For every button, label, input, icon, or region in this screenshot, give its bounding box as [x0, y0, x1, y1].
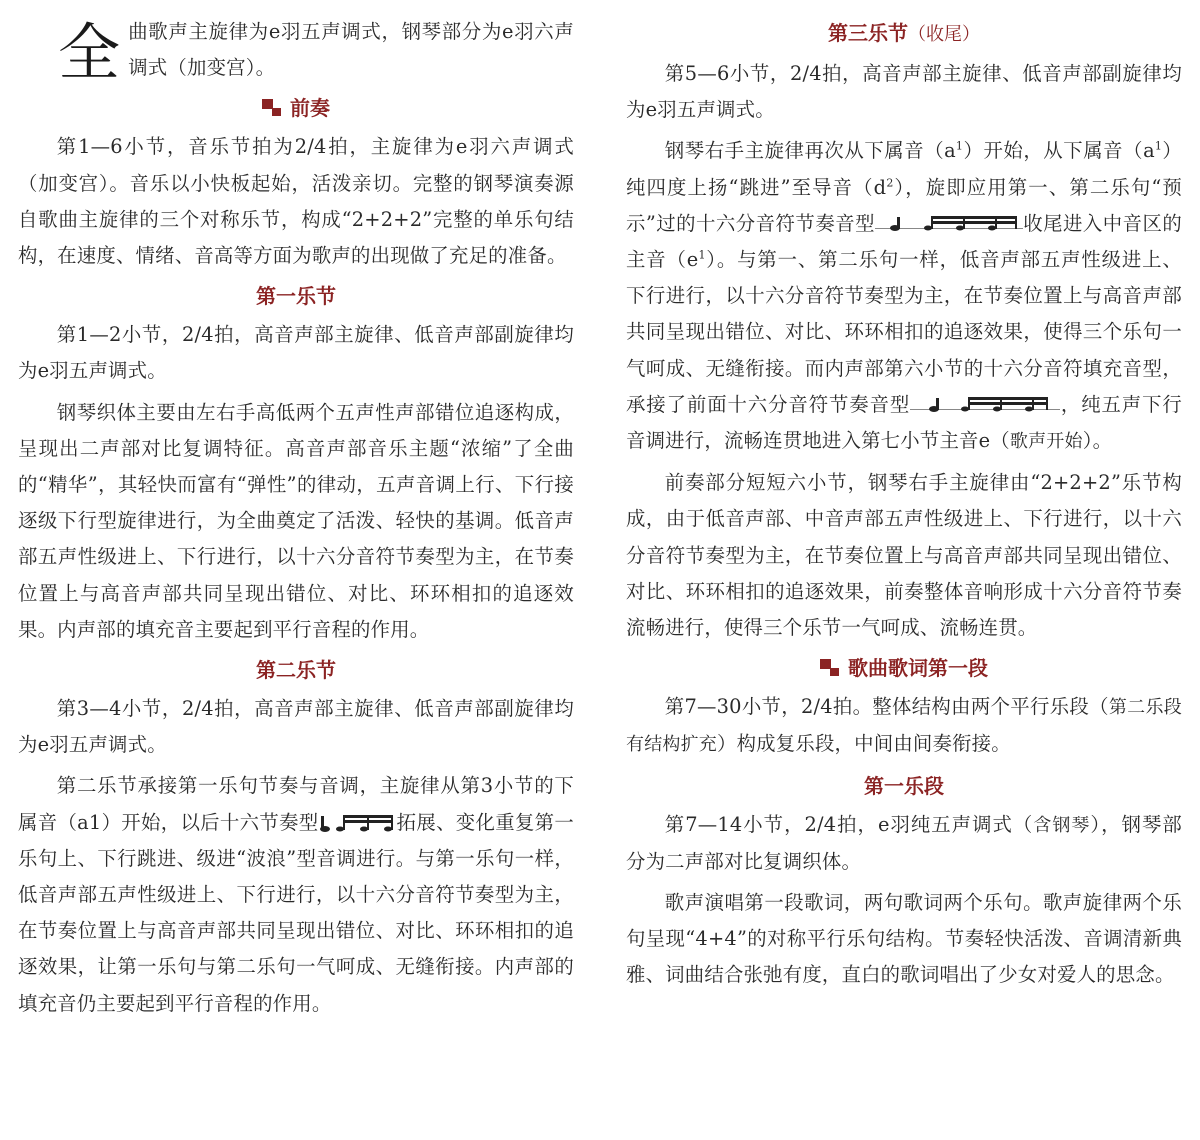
section-heading-period-1: 第一乐段 — [864, 773, 944, 798]
lyrics-text-b: ）构成复乐段，中间由间奏衔接。 — [717, 732, 1011, 756]
phrase2-paragraph-2 — [18, 768, 574, 1021]
phrase3-paragraph-2 — [626, 133, 1182, 460]
rhythm-notation-icon — [910, 394, 1060, 414]
p2-text-e: 收尾进入中音区的主音（e — [626, 211, 1182, 272]
p2-text-b: ）开始，从下属音（a — [963, 139, 1155, 163]
lyrics-text-a: 第7—30小节，2/4拍。整体结构由两个平行乐段（ — [664, 695, 1109, 719]
section-heading-phrase-3-text: 第三乐节 — [828, 21, 908, 45]
lyrics-text-note: 第二乐段有结构扩充 — [626, 697, 1182, 756]
intro-paragraph — [18, 14, 574, 89]
p2-superscript-4: 1 — [698, 248, 706, 262]
p2-text-c: ）纯四度上扬“跳进”至导音（d — [626, 139, 1183, 199]
phrase3-paragraph-3: 前奏部分短短六小节，钢琴右手主旋律由“2+2+2”乐节构成，由于低音声部、中音声部五声性级进上、下行进行，以十六分音符节奏型为主，在节奏位置上与高音声部共同呈现出错位、对比、环环相扣的追逐效果，前奏整体音响形成十六分音符节奏流畅进行，使得三个乐节一气呵成、流畅连贯。 — [626, 471, 1182, 640]
section-heading-prelude — [18, 91, 574, 125]
p2-text-g: ，纯五声下行音调进行，流畅连贯地进入第七小节主音e（ — [626, 392, 1182, 453]
drop-cap: 全 — [58, 16, 121, 89]
section-heading-phrase-3-note: （收尾） — [908, 24, 980, 45]
right-column — [626, 14, 1182, 999]
lyrics-paragraph-1 — [626, 689, 1182, 763]
section-square-icon — [262, 99, 282, 117]
period1-paragraph-1 — [626, 807, 1182, 880]
p2-superscript-3: 2 — [886, 176, 894, 190]
section-square-icon — [820, 659, 840, 677]
phrase2-text-a: 第二乐节承接第一乐句节奏与音调，主旋律从第3小节的下属音（a1）开始，以后十六节奏型 — [18, 774, 574, 834]
p2-text-h: ）。 — [1082, 429, 1113, 453]
p2-text-d: ），旋即应用第一、第二乐句“预示”过的十六分音符节奏音型 — [626, 175, 1182, 235]
section-heading-phrase-2: 第二乐节 — [256, 658, 336, 683]
phrase1-paragraph-2: 钢琴织体主要由左右手高低两个五声性声部错位追逐构成，呈现出二声部对比复调特征。高音声部音乐主题“浓缩”了全曲的“精华”，其轻快而富有“弹性”的律动，五声音调上行、下行接逐级下行型旋律进行，为全曲奠定了活泼、轻快的基调。低音声部五声性级进上、下行进行，以十六分音符节奏型为主，在节奏位置上与高音声部共同呈现出错位、对比、环环相扣的追逐效果。内声部的填充音主要起到平行音程的作用。 — [18, 400, 574, 641]
left-column — [18, 14, 574, 1027]
section-heading-lyrics-1 — [626, 651, 1182, 685]
p2-superscript-1: 1 — [955, 139, 964, 153]
phrase1-paragraph-1: 第1—2小节，2/4拍，高音声部主旋律、低音声部副旋律均为e羽五声调式。 — [18, 323, 574, 383]
section-heading-lyrics-1-text: 歌曲歌词第一段 — [848, 656, 988, 681]
phrase2-paragraph-1: 第3—4小节，2/4拍，高音声部主旋律、低音声部副旋律均为e羽五声调式。 — [18, 697, 574, 757]
phrase3-paragraph-1: 第5—6小节，2/4拍，高音声部主旋律、低音声部副旋律均为e羽五声调式。 — [626, 62, 1182, 122]
p2-text-g-note: 歌声开始 — [1009, 431, 1083, 453]
period1-text-b: ），钢琴部分为二声部对比复调织体。 — [626, 812, 1182, 873]
period1-paragraph-2: 歌声演唱第一段歌词，两句歌词两个乐句。歌声旋律两个乐句呈现“4+4”的对称平行乐句结构。节奏轻快活泼、音调清新典雅、词曲结合张弛有度，直白的歌词唱出了少女对爱人的思念。 — [626, 891, 1182, 987]
prelude-paragraph-1: 第1—6小节，音乐节拍为2/4拍，主旋律为e羽六声调式（加变宫）。音乐以小快板起始，活泼亲切。完整的钢琴演奏源自歌曲主旋律的三个对称乐节，构成“2+2+2”完整的单乐句结构，在速度、情绪、音高等方面为歌声的出现做了充足的准备。 — [18, 135, 574, 268]
section-heading-prelude-text: 前奏 — [290, 96, 330, 121]
section-heading-phrase-3 — [626, 16, 1182, 52]
rhythm-notation-icon — [875, 213, 1023, 233]
rhythm-notation-icon — [319, 812, 397, 832]
period1-text-note: 含钢琴 — [1033, 814, 1091, 836]
phrase2-text-b: 拓展、变化重复第一乐句上、下行跳进、级进“波浪”型音调进行。与第一乐句一样，低音声部五声性级进上、下行进行，以十六分音符节奏型为主，在节奏位置上与高音声部共同呈现出错位、对比、环环相扣的追逐效果，让第一乐句与第二乐句一气呵成、无缝衔接。内声部的填充音仍主要起到平行音程的作用。 — [18, 810, 574, 1015]
intro-text: 曲歌声主旋律为e羽五声调式，钢琴部分为e羽六声调式（加变宫）。 — [128, 20, 574, 80]
p2-superscript-2: 1 — [1154, 139, 1163, 153]
period1-text-a: 第7—14小节，2/4拍，e羽纯五声调式（ — [664, 812, 1034, 836]
section-heading-phrase-1: 第一乐节 — [256, 284, 336, 309]
p2-text-a: 钢琴右手主旋律再次从下属音（a — [664, 139, 956, 163]
p2-text-f: ）。与第一、第二乐句一样，低音声部五声性级进上、下行进行，以十六分音符节奏型为主，在节奏位置上与高音声部共同呈现出错位、对比、环环相扣的追逐效果，使得三个乐句一气呵成、无缝衔接。而内声部第六小节的十六分音符填充音型，承接了前面十六分音符节奏音型 — [626, 248, 1182, 416]
